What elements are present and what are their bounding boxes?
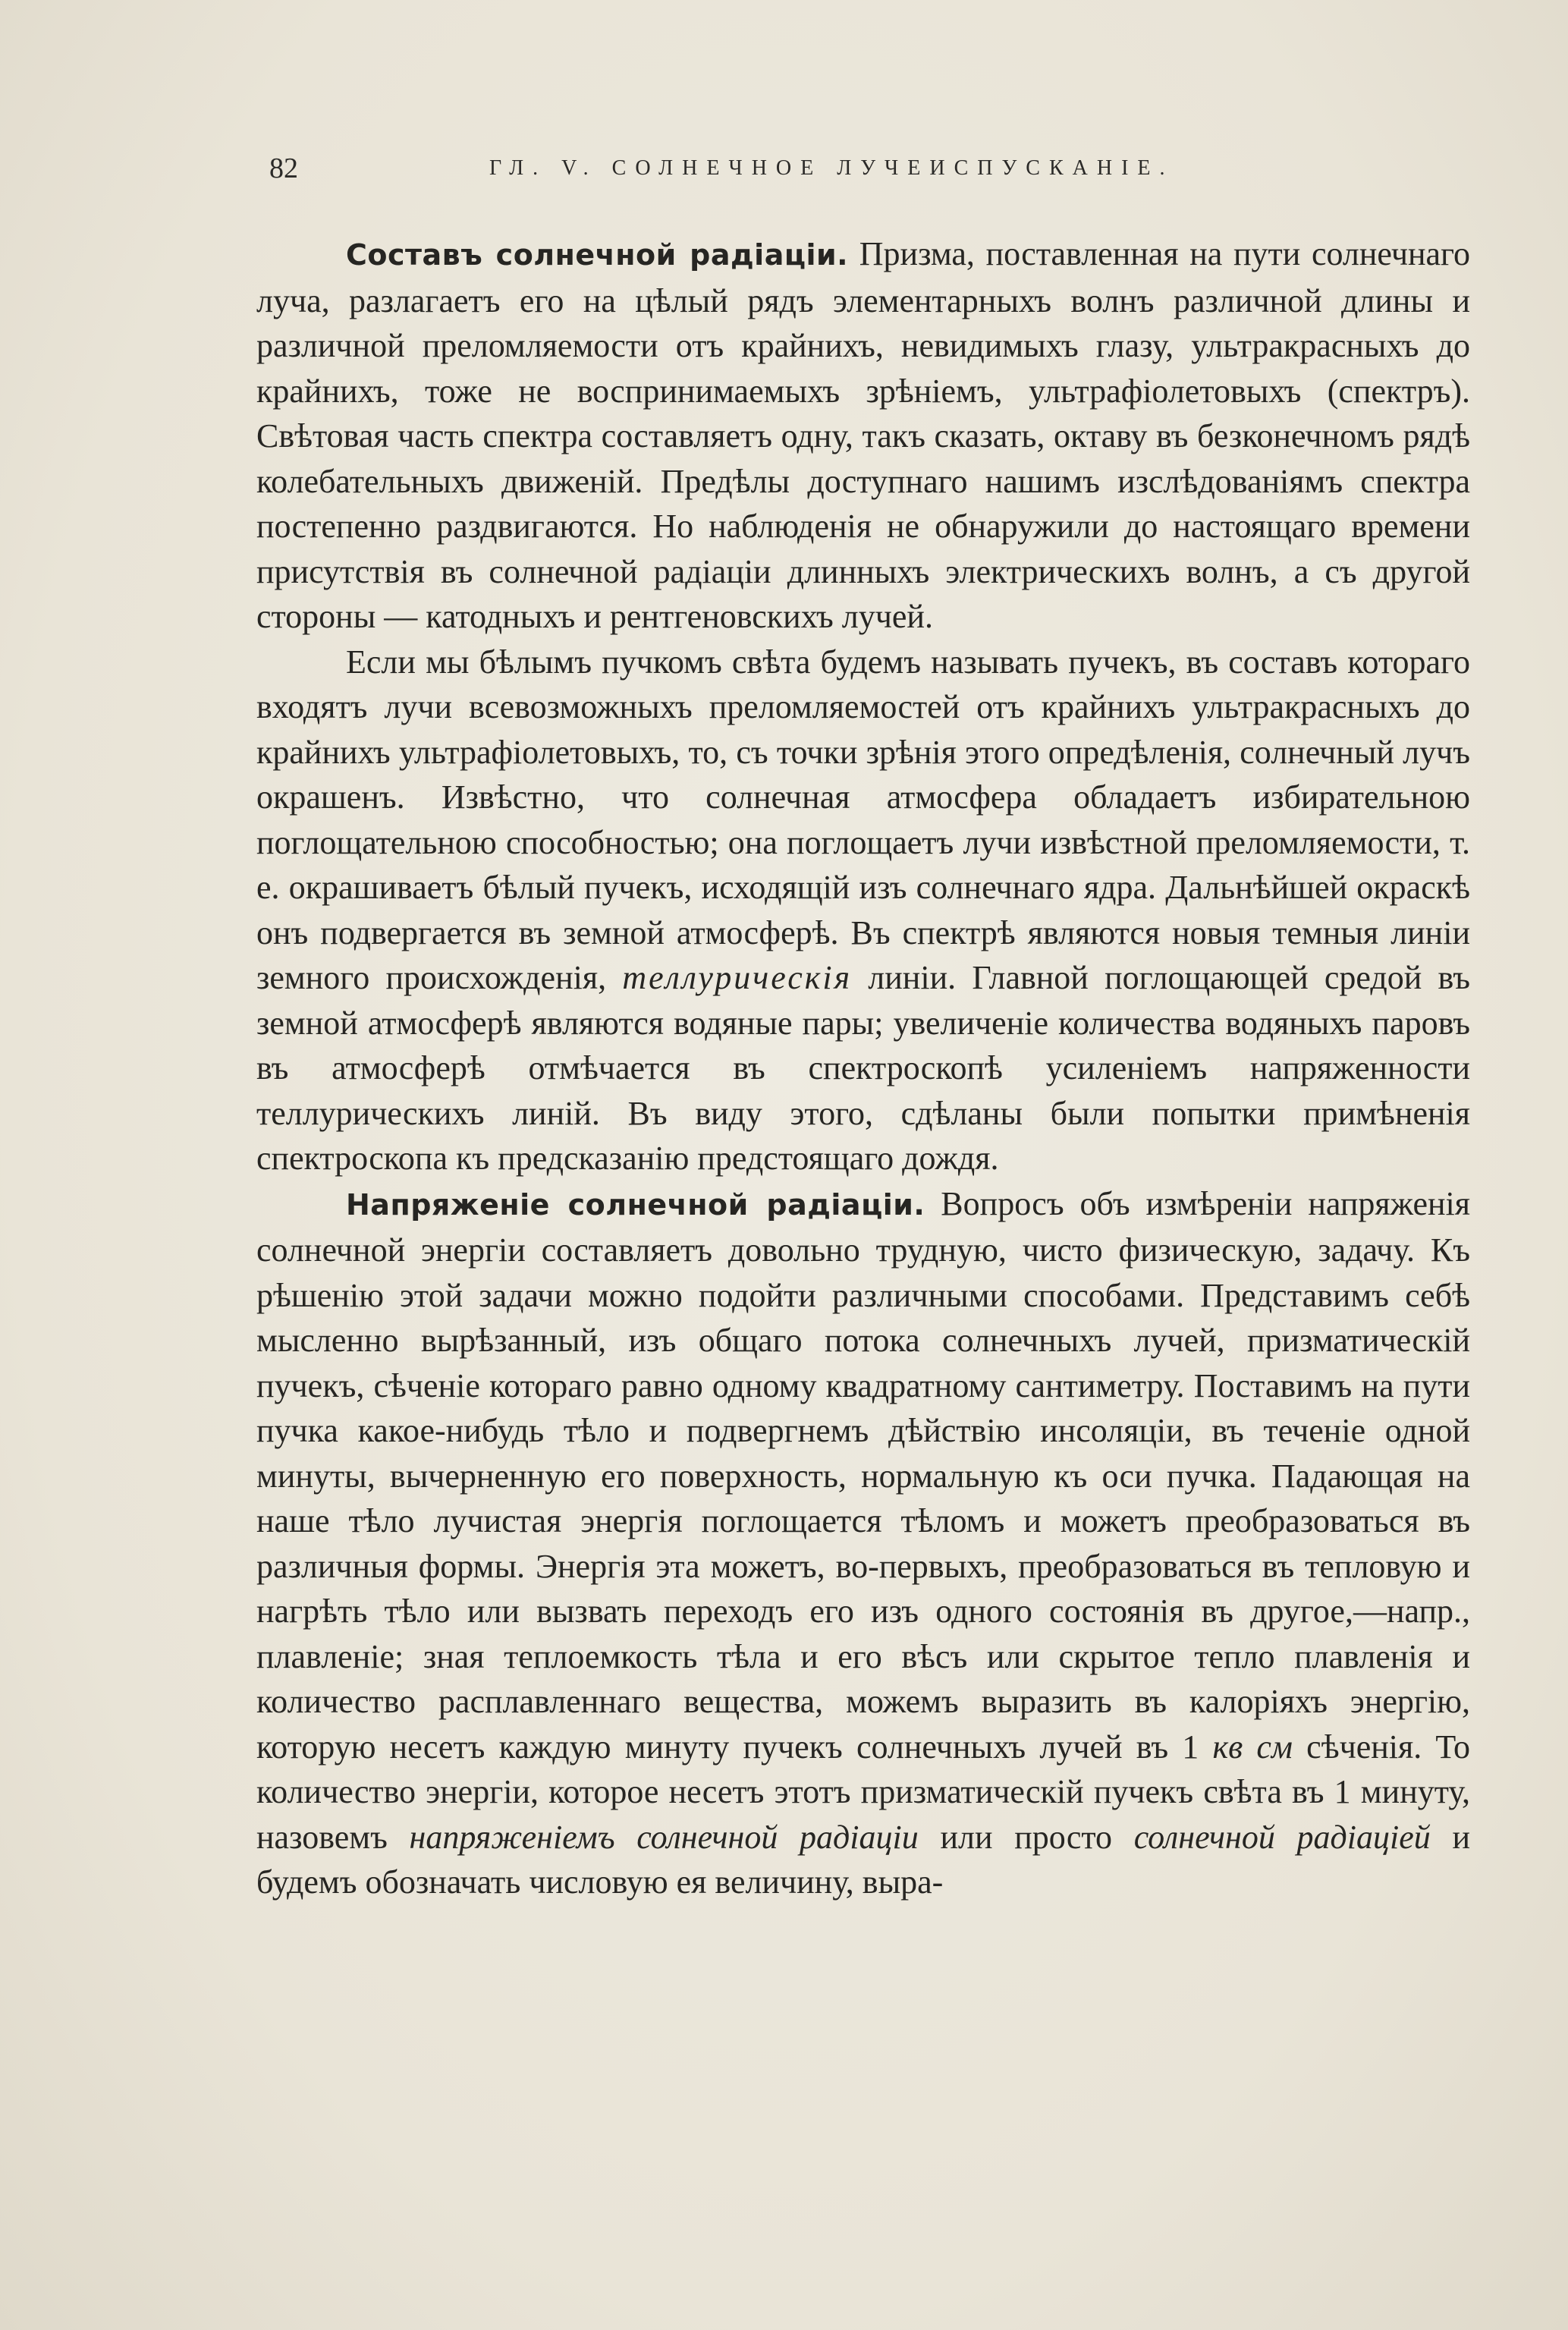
- paragraph-text: или просто: [918, 1818, 1134, 1856]
- italic-term: напряженіемъ солнечной радіаціи: [409, 1818, 919, 1856]
- paragraph-text: и будемъ обозначать числовую ея величину, выра-: [256, 1818, 1471, 1901]
- paragraph-spectrum: [256, 231, 1470, 640]
- section-heading-intensity: Напряженіе солнечной радіаціи.: [346, 1187, 925, 1222]
- italic-term: теллурическія: [622, 959, 853, 996]
- running-head: [269, 152, 1278, 197]
- paragraph-text: сѣченія. То количество энергіи, которое несетъ этотъ призматическій пучекъ свѣта въ 1 минуту, назовемъ: [256, 1728, 1471, 1856]
- paragraph-white-light: [256, 640, 1470, 1181]
- chapter-title: ГЛ. V. СОЛНЕЧНОЕ ЛУЧЕИСПУСКАНІЕ.: [489, 156, 1174, 180]
- paragraph-text: Если мы бѣлымъ пучкомъ свѣта будемъ называть пучекъ, въ составъ котораго входятъ лучи всевозможныхъ преломляемостей отъ крайнихъ ультракрасныхъ до крайнихъ ультрафіолетовыхъ, то, съ точки зрѣнія этого опредѣленія, солнечный лучъ окрашенъ. Извѣстно, что солнечная атмосфера обладаетъ избирательною поглощательною способностью; она поглощаетъ лучи извѣстной преломляемости, т. е. окрашиваетъ бѣлый пучекъ, исходящій изъ солнечнаго ядра. Дальнѣйшей окраскѣ онъ подвергается въ земной атмосферѣ. Въ спектрѣ являются новыя темныя линіи земного происхожденія,: [256, 643, 1470, 996]
- paragraph-text: Вопросъ объ измѣреніи напряженія солнечной энергіи составляетъ довольно трудную, чисто физическую, задачу. Къ рѣшенію этой задачи можно подойти различными способами. Представимъ себѣ мысленно вырѣзанный, изъ общаго потока солнечныхъ лучей, призматическій пучекъ, сѣченіе котораго равно одному квадратному сантиметру. Поставимъ на пути пучка какое-нибудь тѣло и подвергнемъ дѣйствію инсоляціи, въ теченіе одной минуты, вычерненную его поверхность, нормальную къ оси пучка. Падающая на наше тѣло лучистая энергія поглощается тѣломъ и можетъ преобразоваться въ различныя формы. Энергія эта можетъ, во-первыхъ, преобразоваться въ тепловую и нагрѣть тѣло или вызвать переходъ его изъ одного состоянія въ другое,—напр., плавленіе; зная теплоемкость тѣла и его вѣсъ или скрытое тепло плавленія и количество расплавленнаго вещества, можемъ выразить въ калоріяхъ энергію, которую несетъ каждую минуту пучекъ солнечныхъ лучей въ 1: [256, 1184, 1471, 1766]
- body-text: [256, 231, 1470, 1905]
- page-number: 82: [269, 153, 298, 184]
- unit-label: кв см: [1212, 1728, 1293, 1766]
- paragraph-text: линіи. Главной поглощающей средой въ земной атмосферѣ являются водяные пары; увеличеніе количества водяныхъ паровъ въ атмосферѣ отмѣчается въ спектроскопѣ усиленіемъ напряженности теллурическихъ линій. Въ виду этого, сдѣланы были попытки примѣненія спектроскопа къ предсказанію предстоящаго дождя.: [256, 959, 1470, 1177]
- section-heading-composition: Составъ солнечной радіаціи.: [346, 238, 849, 272]
- italic-term: солнечной радіаціей: [1133, 1818, 1431, 1856]
- paragraph-text: Призма, поставленная на пути солнечнаго луча, разлагаетъ его на цѣлый рядъ элементарныхъ волнъ различной длины и различной преломляемости отъ крайнихъ, невидимыхъ глазу, ультракрасныхъ до крайнихъ, тоже не воспринимаемыхъ зрѣніемъ, ультрафіолетовыхъ (спектръ). Свѣтовая часть спектра составляетъ одну, такъ сказать, октаву въ безконечномъ рядѣ колебательныхъ движеній. Предѣлы доступнаго нашимъ изслѣдованіямъ спектра постепенно раздвигаются. Но наблюденія не обнаружили до настоящаго времени присутствія въ солнечной радіаціи длинныхъ электрическихъ волнъ, а съ другой стороны — катодныхъ и рентгеновскихъ лучей.: [256, 235, 1470, 635]
- paragraph-intensity: [256, 1181, 1470, 1905]
